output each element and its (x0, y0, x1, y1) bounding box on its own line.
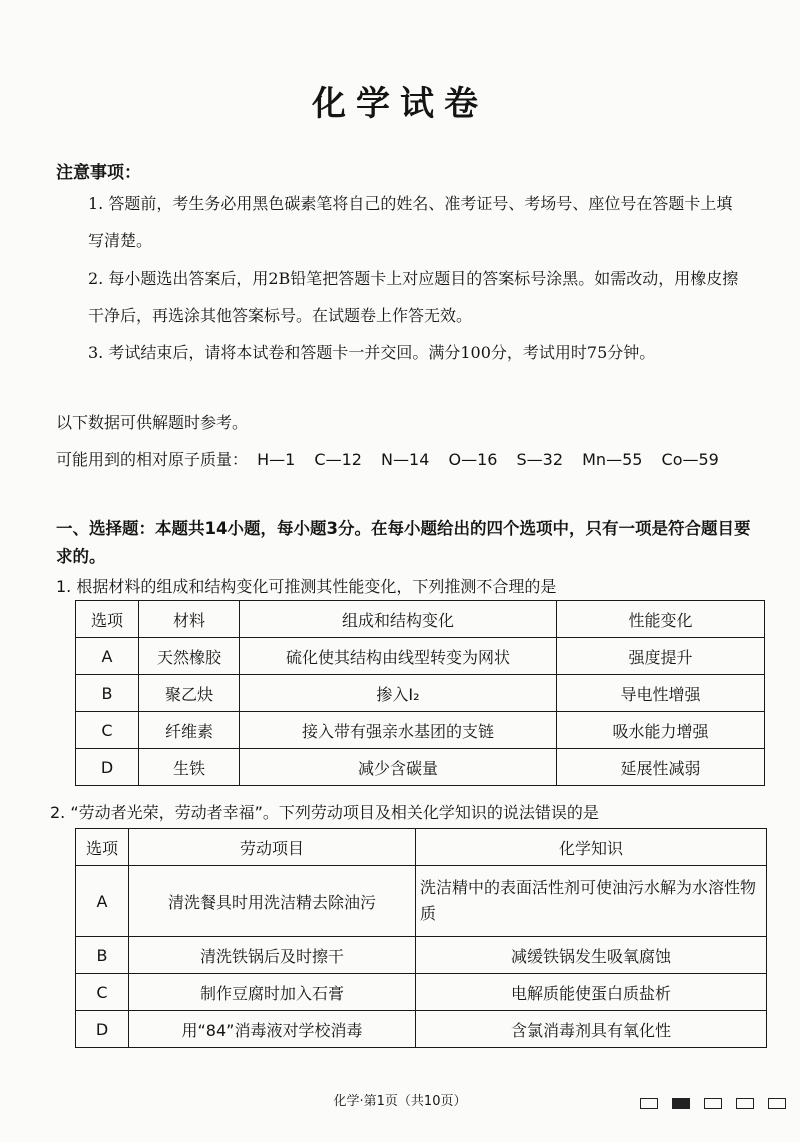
question-1-table (75, 600, 765, 786)
table-row: C 制作豆腐时加入石膏 电解质能使蛋白质盐析 (76, 974, 767, 1011)
table-row: C 纤维素 接入带有强亲水基团的支链 吸水能力增强 (76, 712, 765, 749)
notice-item-2: 2. 每小题选出答案后，用2B铅笔把答题卡上对应题目的答案标号涂黑。如需改动，用橡皮擦干净后，再选涂其他答案标号。在试题卷上作答无效。 (88, 269, 739, 325)
notice-item-1: 1. 答题前，考生务必用黑色碳素笔将自己的姓名、准考证号、考场号、座位号在答题卡上填写清楚。 (88, 194, 733, 250)
page-title: 化学试卷 (312, 84, 488, 124)
table-row: A 天然橡胶 硫化使其结构由线型转变为网状 强度提升 (76, 638, 765, 675)
hollow-mark-icon (704, 1098, 722, 1109)
table-header-row: 选项 劳动项目 化学知识 (76, 829, 767, 866)
table-row: B 聚乙炔 掺入I₂ 导电性增强 (76, 675, 765, 712)
question-1-stem: 1. 根据材料的组成和结构变化可推测其性能变化，下列推测不合理的是 (56, 577, 557, 596)
table-header-row: 选项 材料 组成和结构变化 性能变化 (76, 601, 765, 638)
question-2-stem: 2. “劳动者光荣，劳动者幸福”。下列劳动项目及相关化学知识的说法错误的是 (50, 803, 599, 822)
section-heading: 一、选择题：本题共14小题，每小题3分。在每小题给出的四个选项中，只有一项是符合题目要求的。 (56, 519, 751, 566)
atomic-masses: 可能用到的相对原子质量： H—1 C—12 N—14 O—16 S—32 Mn—55 Co—59 (56, 450, 719, 469)
filled-mark-icon (672, 1098, 690, 1109)
mass-o: O—16 (448, 450, 498, 469)
hollow-mark-icon (640, 1098, 658, 1109)
mass-mn: Mn—55 (582, 450, 643, 469)
mass-co: Co—59 (661, 450, 719, 469)
table-row: A 清洗餐具时用洗洁精去除油污 洗洁精中的表面活性剂可使油污水解为水溶性物质 (76, 866, 767, 937)
table-row: D 生铁 减少含碳量 延展性减弱 (76, 749, 765, 786)
notice-item-3: 3. 考试结束后，请将本试卷和答题卡一并交回。满分100分，考试用时75分钟。 (88, 343, 656, 362)
question-2-table (75, 828, 767, 1048)
mass-s: S—32 (516, 450, 564, 469)
reference-note: 以下数据可供解题时参考。 (56, 413, 249, 432)
table-row: D 用“84”消毒液对学校消毒 含氯消毒剂具有氧化性 (76, 1011, 767, 1048)
notice-heading: 注意事项： (56, 163, 141, 183)
hollow-mark-icon (768, 1098, 786, 1109)
mass-c: C—12 (314, 450, 362, 469)
hollow-mark-icon (736, 1098, 754, 1109)
mass-n: N—14 (381, 450, 430, 469)
mass-h: H—1 (257, 450, 296, 469)
alignment-marks (640, 1094, 786, 1113)
table-row: B 清洗铁锅后及时擦干 减缓铁锅发生吸氧腐蚀 (76, 937, 767, 974)
page-footer: 化学·第1页（共10页） (333, 1094, 467, 1109)
